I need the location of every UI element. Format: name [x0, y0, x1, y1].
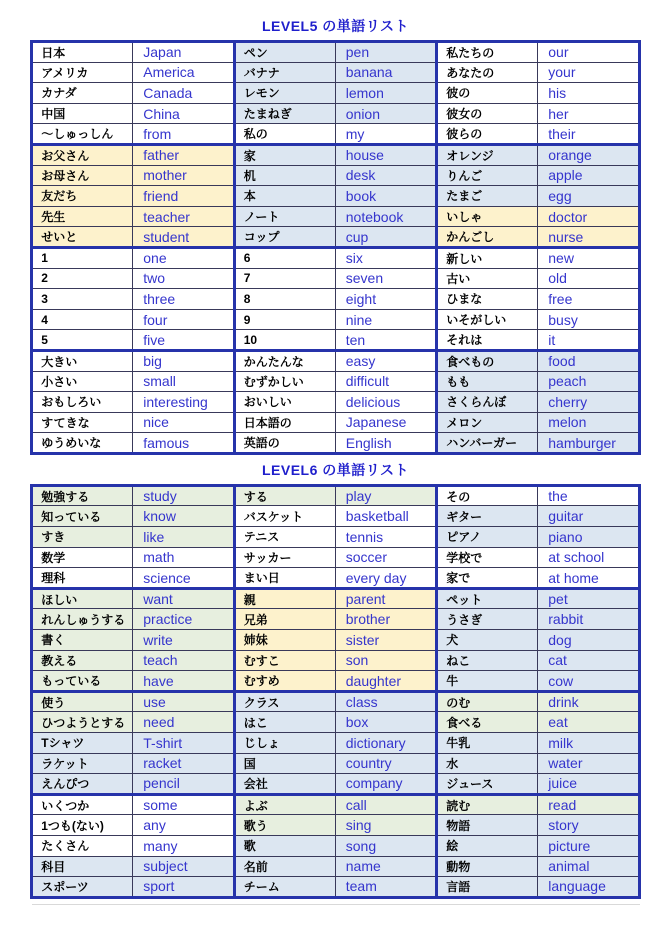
japanese-word-cell: 本 — [234, 186, 335, 207]
english-word-cell: delicious — [335, 392, 437, 413]
japanese-word-cell: スポーツ — [32, 877, 133, 898]
word-table-row — [32, 186, 640, 207]
japanese-word-cell: 絵 — [437, 835, 538, 856]
word-table-row — [32, 588, 640, 609]
word-table-row — [32, 815, 640, 836]
word-table-row — [32, 83, 640, 104]
english-word-cell: song — [335, 835, 437, 856]
english-word-cell: know — [133, 506, 235, 527]
japanese-word-cell: 家 — [234, 144, 335, 165]
english-word-cell: at home — [538, 568, 640, 589]
english-word-cell: company — [335, 774, 437, 795]
english-word-cell: practice — [133, 609, 235, 630]
english-word-cell: student — [133, 227, 235, 248]
japanese-word-cell: 親 — [234, 588, 335, 609]
english-word-cell: the — [538, 485, 640, 506]
english-word-cell: Canada — [133, 83, 235, 104]
english-word-cell: some — [133, 794, 235, 815]
english-word-cell: your — [538, 62, 640, 83]
japanese-word-cell: 友だち — [32, 186, 133, 207]
word-table-row — [32, 371, 640, 392]
japanese-word-cell: いそがしい — [437, 309, 538, 330]
japanese-word-cell: 国 — [234, 753, 335, 774]
english-word-cell: piano — [538, 527, 640, 548]
japanese-word-cell: 1つも(ない) — [32, 815, 133, 836]
japanese-word-cell: 7 — [234, 268, 335, 289]
japanese-word-cell: はこ — [234, 712, 335, 733]
japanese-word-cell: 牛 — [437, 671, 538, 692]
english-word-cell: hamburger — [538, 433, 640, 454]
english-word-cell: from — [133, 124, 235, 145]
japanese-word-cell: 6 — [234, 247, 335, 268]
japanese-word-cell: ひつようとする — [32, 712, 133, 733]
word-table-row — [32, 206, 640, 227]
english-word-cell: nurse — [538, 227, 640, 248]
japanese-word-cell: もも — [437, 371, 538, 392]
word-table-row — [32, 691, 640, 712]
word-table-row — [32, 547, 640, 568]
japanese-word-cell: 数学 — [32, 547, 133, 568]
japanese-word-cell: むずかしい — [234, 371, 335, 392]
english-word-cell: sister — [335, 630, 437, 651]
japanese-word-cell: うさぎ — [437, 609, 538, 630]
english-word-cell: milk — [538, 733, 640, 754]
japanese-word-cell: 5 — [32, 330, 133, 351]
japanese-word-cell: 彼の — [437, 83, 538, 104]
japanese-word-cell: 9 — [234, 309, 335, 330]
english-word-cell: animal — [538, 856, 640, 877]
english-word-cell: drink — [538, 691, 640, 712]
english-word-cell: onion — [335, 103, 437, 124]
english-word-cell: science — [133, 568, 235, 589]
english-word-cell: eight — [335, 289, 437, 310]
english-word-cell: pencil — [133, 774, 235, 795]
english-word-cell: many — [133, 835, 235, 856]
japanese-word-cell: その — [437, 485, 538, 506]
english-word-cell: box — [335, 712, 437, 733]
japanese-word-cell: 姉妹 — [234, 630, 335, 651]
word-table-row — [32, 856, 640, 877]
japanese-word-cell: おいしい — [234, 392, 335, 413]
word-table-row — [32, 124, 640, 145]
japanese-word-cell: する — [234, 485, 335, 506]
english-word-cell: cup — [335, 227, 437, 248]
japanese-word-cell: オレンジ — [437, 144, 538, 165]
english-word-cell: teacher — [133, 206, 235, 227]
english-word-cell: two — [133, 268, 235, 289]
japanese-word-cell: 日本 — [32, 42, 133, 63]
english-word-cell: famous — [133, 433, 235, 454]
japanese-word-cell: たまねぎ — [234, 103, 335, 124]
english-word-cell: picture — [538, 835, 640, 856]
level6-list-title: LEVEL6 の単語リスト — [261, 461, 409, 478]
english-word-cell: nine — [335, 309, 437, 330]
japanese-word-cell: カナダ — [32, 83, 133, 104]
english-word-cell: five — [133, 330, 235, 351]
japanese-word-cell: かんごし — [437, 227, 538, 248]
japanese-word-cell: ノート — [234, 206, 335, 227]
english-word-cell: soccer — [335, 547, 437, 568]
japanese-word-cell: レモン — [234, 83, 335, 104]
word-table-row — [32, 165, 640, 186]
japanese-word-cell: かんたんな — [234, 350, 335, 371]
english-word-cell: book — [335, 186, 437, 207]
japanese-word-cell: 歌 — [234, 835, 335, 856]
japanese-word-cell: ゆうめいな — [32, 433, 133, 454]
japanese-word-cell: ほしい — [32, 588, 133, 609]
english-word-cell: play — [335, 485, 437, 506]
english-word-cell: one — [133, 247, 235, 268]
japanese-word-cell: 使う — [32, 691, 133, 712]
japanese-word-cell: お父さん — [32, 144, 133, 165]
japanese-word-cell: よぶ — [234, 794, 335, 815]
english-word-cell: his — [538, 83, 640, 104]
english-word-cell: subject — [133, 856, 235, 877]
japanese-word-cell: 小さい — [32, 371, 133, 392]
japanese-word-cell: 新しい — [437, 247, 538, 268]
japanese-word-cell: ペット — [437, 588, 538, 609]
japanese-word-cell: いしゃ — [437, 206, 538, 227]
english-word-cell: new — [538, 247, 640, 268]
japanese-word-cell: 歌う — [234, 815, 335, 836]
japanese-word-cell: サッカー — [234, 547, 335, 568]
level5-list-title: LEVEL5 の単語リスト — [261, 18, 409, 34]
japanese-word-cell: 私の — [234, 124, 335, 145]
english-word-cell: busy — [538, 309, 640, 330]
japanese-word-cell: せいと — [32, 227, 133, 248]
english-word-cell: our — [538, 42, 640, 63]
japanese-word-cell: それは — [437, 330, 538, 351]
japanese-word-cell: 食べる — [437, 712, 538, 733]
word-table-row — [32, 289, 640, 310]
word-table-row — [32, 794, 640, 815]
english-word-cell: class — [335, 691, 437, 712]
english-word-cell: son — [335, 650, 437, 671]
japanese-word-cell: 教える — [32, 650, 133, 671]
japanese-word-cell: アメリカ — [32, 62, 133, 83]
english-word-cell: daughter — [335, 671, 437, 692]
english-word-cell: English — [335, 433, 437, 454]
english-word-cell: like — [133, 527, 235, 548]
english-word-cell: mother — [133, 165, 235, 186]
japanese-word-cell: ギター — [437, 506, 538, 527]
english-word-cell: egg — [538, 186, 640, 207]
japanese-word-cell: バナナ — [234, 62, 335, 83]
english-word-cell: seven — [335, 268, 437, 289]
japanese-word-cell: 日本語の — [234, 412, 335, 433]
word-table-row — [32, 103, 640, 124]
english-word-cell: it — [538, 330, 640, 351]
japanese-word-cell: Tシャツ — [32, 733, 133, 754]
japanese-word-cell: 理科 — [32, 568, 133, 589]
english-word-cell: eat — [538, 712, 640, 733]
english-word-cell: Japanese — [335, 412, 437, 433]
word-table-row — [32, 227, 640, 248]
english-word-cell: use — [133, 691, 235, 712]
english-word-cell: Japan — [133, 42, 235, 63]
english-word-cell: team — [335, 877, 437, 898]
word-table-row — [32, 671, 640, 692]
japanese-word-cell: テニス — [234, 527, 335, 548]
english-word-cell: dictionary — [335, 733, 437, 754]
english-word-cell: pen — [335, 42, 437, 63]
japanese-word-cell: のむ — [437, 691, 538, 712]
english-word-cell: America — [133, 62, 235, 83]
japanese-word-cell: 兄弟 — [234, 609, 335, 630]
japanese-word-cell: りんご — [437, 165, 538, 186]
word-table-row — [32, 144, 640, 165]
word-table-row — [32, 877, 640, 898]
word-table-row — [32, 630, 640, 651]
english-word-cell: need — [133, 712, 235, 733]
japanese-word-cell: 10 — [234, 330, 335, 351]
english-word-cell: water — [538, 753, 640, 774]
japanese-word-cell: ～しゅっしん — [32, 124, 133, 145]
english-word-cell: big — [133, 350, 235, 371]
english-word-cell: desk — [335, 165, 437, 186]
japanese-word-cell: お母さん — [32, 165, 133, 186]
japanese-word-cell: 言語 — [437, 877, 538, 898]
japanese-word-cell: 大きい — [32, 350, 133, 371]
japanese-word-cell: 3 — [32, 289, 133, 310]
japanese-word-cell: 読む — [437, 794, 538, 815]
japanese-word-cell: すき — [32, 527, 133, 548]
english-word-cell: call — [335, 794, 437, 815]
english-word-cell: my — [335, 124, 437, 145]
english-word-cell: doctor — [538, 206, 640, 227]
japanese-word-cell: ペン — [234, 42, 335, 63]
english-word-cell: cat — [538, 650, 640, 671]
japanese-word-cell: 机 — [234, 165, 335, 186]
japanese-word-cell: 中国 — [32, 103, 133, 124]
japanese-word-cell: むすめ — [234, 671, 335, 692]
japanese-word-cell: 動物 — [437, 856, 538, 877]
japanese-word-cell: 知っている — [32, 506, 133, 527]
japanese-word-cell: たまご — [437, 186, 538, 207]
japanese-word-cell: むすこ — [234, 650, 335, 671]
word-table-row — [32, 568, 640, 589]
japanese-word-cell: 1 — [32, 247, 133, 268]
english-word-cell: China — [133, 103, 235, 124]
word-table-row — [32, 835, 640, 856]
english-word-cell: language — [538, 877, 640, 898]
level5-word-table — [30, 40, 641, 455]
english-word-cell: guitar — [538, 506, 640, 527]
japanese-word-cell: コップ — [234, 227, 335, 248]
page-edge-line — [32, 904, 640, 905]
english-word-cell: easy — [335, 350, 437, 371]
word-table-row — [32, 433, 640, 454]
english-word-cell: melon — [538, 412, 640, 433]
word-table-row — [32, 309, 640, 330]
word-table-row — [32, 330, 640, 351]
japanese-word-cell: クラス — [234, 691, 335, 712]
word-table-row — [32, 506, 640, 527]
japanese-word-cell: 学校で — [437, 547, 538, 568]
english-word-cell: three — [133, 289, 235, 310]
english-word-cell: nice — [133, 412, 235, 433]
english-word-cell: any — [133, 815, 235, 836]
japanese-word-cell: チーム — [234, 877, 335, 898]
japanese-word-cell: たくさん — [32, 835, 133, 856]
japanese-word-cell: バスケット — [234, 506, 335, 527]
japanese-word-cell: 食べもの — [437, 350, 538, 371]
english-word-cell: cherry — [538, 392, 640, 413]
japanese-word-cell: れんしゅうする — [32, 609, 133, 630]
japanese-word-cell: 勉強する — [32, 485, 133, 506]
japanese-word-cell: 私たちの — [437, 42, 538, 63]
english-word-cell: sing — [335, 815, 437, 836]
word-table-row — [32, 733, 640, 754]
english-word-cell: house — [335, 144, 437, 165]
japanese-word-cell: じしょ — [234, 733, 335, 754]
japanese-word-cell: 古い — [437, 268, 538, 289]
english-word-cell: juice — [538, 774, 640, 795]
english-word-cell: four — [133, 309, 235, 330]
japanese-word-cell: いくつか — [32, 794, 133, 815]
japanese-word-cell: 彼女の — [437, 103, 538, 124]
english-word-cell: banana — [335, 62, 437, 83]
english-word-cell: their — [538, 124, 640, 145]
word-table-row — [32, 774, 640, 795]
japanese-word-cell: メロン — [437, 412, 538, 433]
english-word-cell: every day — [335, 568, 437, 589]
english-word-cell: notebook — [335, 206, 437, 227]
japanese-word-cell: ハンバーガー — [437, 433, 538, 454]
english-word-cell: write — [133, 630, 235, 651]
english-word-cell: have — [133, 671, 235, 692]
english-word-cell: tennis — [335, 527, 437, 548]
english-word-cell: parent — [335, 588, 437, 609]
english-word-cell: free — [538, 289, 640, 310]
japanese-word-cell: 2 — [32, 268, 133, 289]
japanese-word-cell: 英語の — [234, 433, 335, 454]
japanese-word-cell: あなたの — [437, 62, 538, 83]
english-word-cell: her — [538, 103, 640, 124]
english-word-cell: dog — [538, 630, 640, 651]
english-word-cell: friend — [133, 186, 235, 207]
word-table-row — [32, 350, 640, 371]
english-word-cell: story — [538, 815, 640, 836]
english-word-cell: cow — [538, 671, 640, 692]
english-word-cell: rabbit — [538, 609, 640, 630]
japanese-word-cell: 科目 — [32, 856, 133, 877]
english-word-cell: teach — [133, 650, 235, 671]
japanese-word-cell: ひまな — [437, 289, 538, 310]
english-word-cell: six — [335, 247, 437, 268]
japanese-word-cell: すてきな — [32, 412, 133, 433]
word-table-row — [32, 62, 640, 83]
word-table-row — [32, 485, 640, 506]
level6-word-table — [30, 484, 641, 899]
word-table-row — [32, 392, 640, 413]
japanese-word-cell: 8 — [234, 289, 335, 310]
word-table-row — [32, 42, 640, 63]
english-word-cell: at school — [538, 547, 640, 568]
english-word-cell: racket — [133, 753, 235, 774]
japanese-word-cell: ピアノ — [437, 527, 538, 548]
japanese-word-cell: 家で — [437, 568, 538, 589]
english-word-cell: ten — [335, 330, 437, 351]
english-word-cell: read — [538, 794, 640, 815]
japanese-word-cell: 4 — [32, 309, 133, 330]
english-word-cell: want — [133, 588, 235, 609]
english-word-cell: father — [133, 144, 235, 165]
japanese-word-cell: ジュース — [437, 774, 538, 795]
word-table-row — [32, 753, 640, 774]
japanese-word-cell: 犬 — [437, 630, 538, 651]
japanese-word-cell: 先生 — [32, 206, 133, 227]
japanese-word-cell: 水 — [437, 753, 538, 774]
english-word-cell: difficult — [335, 371, 437, 392]
japanese-word-cell: さくらんぼ — [437, 392, 538, 413]
english-word-cell: brother — [335, 609, 437, 630]
english-word-cell: interesting — [133, 392, 235, 413]
japanese-word-cell: 書く — [32, 630, 133, 651]
japanese-word-cell: 彼らの — [437, 124, 538, 145]
english-word-cell: T-shirt — [133, 733, 235, 754]
english-word-cell: food — [538, 350, 640, 371]
english-word-cell: pet — [538, 588, 640, 609]
word-list-section-level6 — [0, 460, 671, 899]
japanese-word-cell: 名前 — [234, 856, 335, 877]
english-word-cell: peach — [538, 371, 640, 392]
japanese-word-cell: まい日 — [234, 568, 335, 589]
word-table-row — [32, 247, 640, 268]
word-table-row — [32, 527, 640, 548]
japanese-word-cell: 物語 — [437, 815, 538, 836]
japanese-word-cell: おもしろい — [32, 392, 133, 413]
japanese-word-cell: ねこ — [437, 650, 538, 671]
english-word-cell: country — [335, 753, 437, 774]
japanese-word-cell: えんぴつ — [32, 774, 133, 795]
word-table-row — [32, 650, 640, 671]
english-word-cell: study — [133, 485, 235, 506]
english-word-cell: math — [133, 547, 235, 568]
japanese-word-cell: 牛乳 — [437, 733, 538, 754]
word-table-row — [32, 609, 640, 630]
word-list-section-level5 — [0, 16, 671, 455]
english-word-cell: apple — [538, 165, 640, 186]
english-word-cell: lemon — [335, 83, 437, 104]
english-word-cell: name — [335, 856, 437, 877]
japanese-word-cell: ラケット — [32, 753, 133, 774]
english-word-cell: small — [133, 371, 235, 392]
japanese-word-cell: もっている — [32, 671, 133, 692]
english-word-cell: sport — [133, 877, 235, 898]
english-word-cell: old — [538, 268, 640, 289]
japanese-word-cell: 会社 — [234, 774, 335, 795]
word-table-row — [32, 712, 640, 733]
english-word-cell: orange — [538, 144, 640, 165]
english-word-cell: basketball — [335, 506, 437, 527]
word-table-row — [32, 412, 640, 433]
word-table-row — [32, 268, 640, 289]
